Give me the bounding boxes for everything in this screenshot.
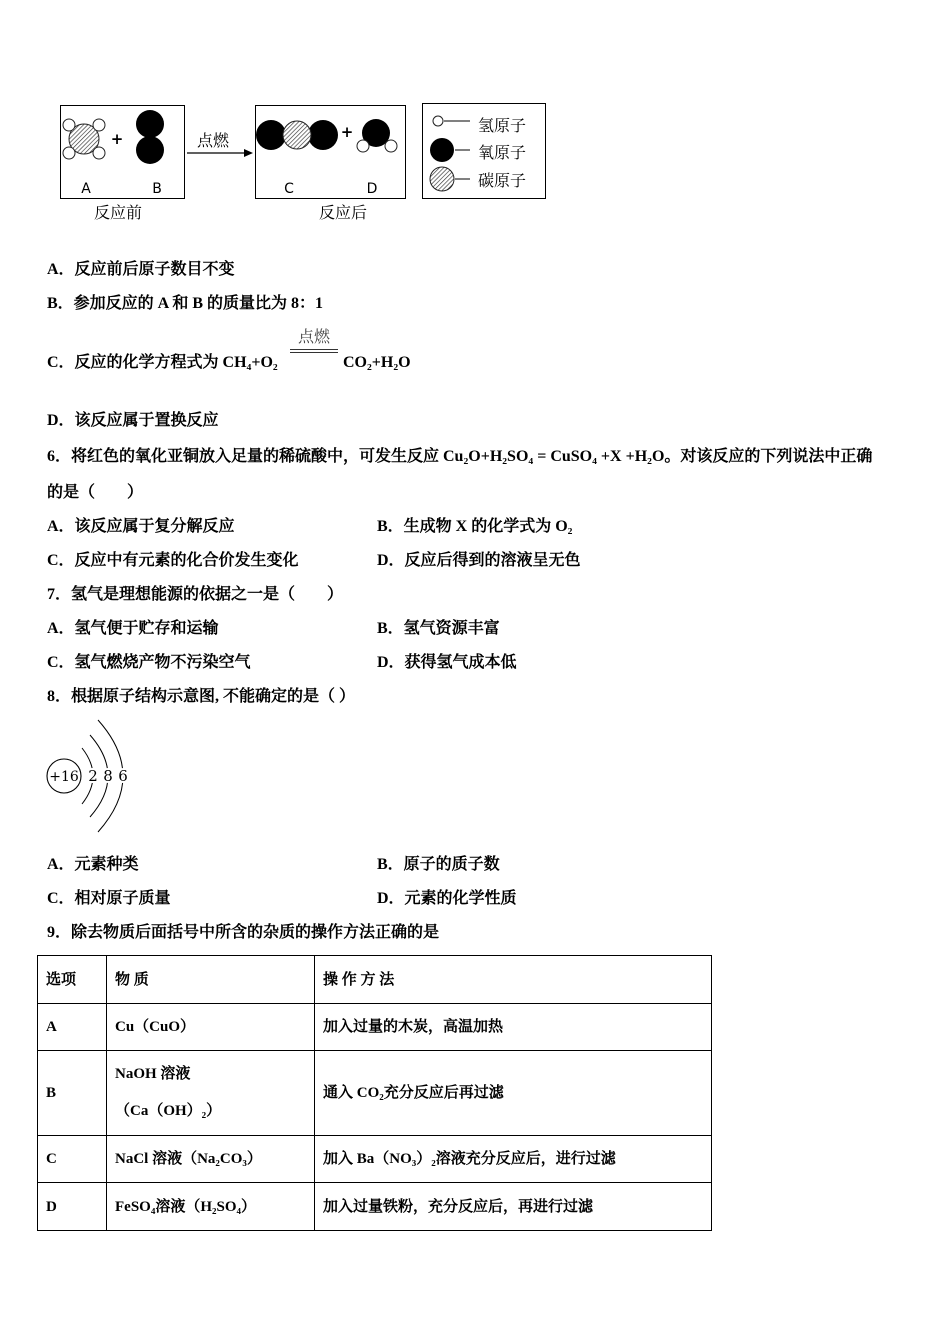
table-header-row xyxy=(38,956,712,1004)
table-row xyxy=(38,1004,712,1051)
row-option: B xyxy=(38,1051,107,1136)
row-option: C xyxy=(38,1136,107,1183)
hydrogen-atom xyxy=(385,140,397,152)
arrow-head xyxy=(244,149,253,157)
after-box-frame xyxy=(256,106,406,199)
q7-option-a: A．氢气便于贮存和运输 xyxy=(47,620,219,637)
q9-stem: 9．除去物质后面括号中所含的杂质的操作方法正确的是 xyxy=(47,924,440,941)
caption-after-reaction: 反应后 xyxy=(318,203,368,222)
legend-oxygen-label: 氧原子 xyxy=(478,143,527,162)
oxygen-legend-swatch xyxy=(430,138,454,162)
legend xyxy=(423,104,546,199)
table-row xyxy=(38,1136,712,1183)
q7-stem: 7．氢气是理想能源的依据之一是（ ） xyxy=(47,586,344,603)
oxygen-atom xyxy=(136,136,164,164)
label-d: D xyxy=(366,181,378,197)
row-substance-line: NaOH 溶液 xyxy=(115,1066,191,1082)
carbon-legend-swatch xyxy=(430,167,454,191)
q5-option-c-lhs: C．反应的化学方程式为 CH₄+O₂ xyxy=(47,354,278,371)
q5-option-b: B．参加反应的 A 和 B 的质量比为 8：1 xyxy=(47,295,324,312)
q7-option-d: D．获得氢气成本低 xyxy=(377,654,517,671)
q6-option-c: C．反应中有元素的化合价发生变化 xyxy=(47,552,299,569)
row-substance: NaCl 溶液（Na₂CO₃） xyxy=(107,1136,315,1183)
equals-line-top xyxy=(290,349,338,350)
q8-stem: 8．根据原子结构示意图, 不能确定的是（ ） xyxy=(47,688,356,705)
legend-hydrogen-label: 氢原子 xyxy=(478,116,527,135)
before-reaction-box xyxy=(61,106,185,199)
after-reaction-box xyxy=(256,106,406,199)
label-b: B xyxy=(152,181,162,197)
shell-2-electrons: 8 xyxy=(103,767,113,785)
oxygen-atom xyxy=(256,120,286,150)
row-method: 加入 Ba（NO₃）₂溶液充分反应后，进行过滤 xyxy=(315,1136,712,1183)
atomic-structure-diagram xyxy=(0,700,155,845)
shell-1-electrons: 2 xyxy=(88,767,98,785)
q6-option-a: A．该反应属于复分解反应 xyxy=(47,518,235,535)
hydrogen-atom xyxy=(93,119,105,131)
reaction-condition xyxy=(290,327,338,355)
hydrogen-atom xyxy=(63,119,75,131)
row-substance: Cu（CuO） xyxy=(107,1004,315,1051)
carbon-atom xyxy=(283,121,311,149)
caption-before-reaction: 反应前 xyxy=(93,203,143,222)
nucleus-charge: +16 xyxy=(49,769,79,785)
row-method: 通入 CO₂充分反应后再过滤 xyxy=(315,1051,712,1136)
row-substance: FeSO₄溶液（H₂SO₄） xyxy=(107,1183,315,1231)
row-method: 加入过量的木炭，高温加热 xyxy=(315,1004,712,1051)
carbon-dioxide-molecule xyxy=(256,120,338,150)
row-option: D xyxy=(38,1183,107,1231)
hydrogen-atom xyxy=(357,140,369,152)
q5-option-a: A．反应前后原子数目不变 xyxy=(47,261,235,278)
q7-option-b: B．氢气资源丰富 xyxy=(377,620,500,637)
reaction-arrow xyxy=(187,131,253,157)
purification-table xyxy=(37,955,712,1231)
table-row xyxy=(38,1051,712,1136)
oxygen-atom xyxy=(308,120,338,150)
plus-sign: + xyxy=(110,130,124,148)
q6-option-b: B．生成物 X 的化学式为 O₂ xyxy=(377,518,573,535)
row-substance-line: （Ca（OH）₂） xyxy=(115,1103,222,1119)
hydrogen-atom xyxy=(63,147,75,159)
reaction-diagram xyxy=(0,0,560,232)
methane-molecule xyxy=(63,119,105,159)
q8-option-c: C．相对原子质量 xyxy=(47,890,171,907)
q8-option-d: D．元素的化学性质 xyxy=(377,890,517,907)
q7-option-c: C．氢气燃烧产物不污染空气 xyxy=(47,654,251,671)
q8-option-b: B．原子的质子数 xyxy=(377,856,500,873)
table-row xyxy=(38,1183,712,1231)
row-substance xyxy=(107,1051,315,1136)
q8-option-a: A．元素种类 xyxy=(47,856,139,873)
q6-stem-line2: 的是（ ） xyxy=(47,484,144,501)
legend-carbon-label: 碳原子 xyxy=(478,171,527,190)
label-c: C xyxy=(284,181,294,197)
hydrogen-legend-swatch xyxy=(433,116,443,126)
header-option: 选项 xyxy=(38,956,107,1004)
plus-sign: + xyxy=(340,123,354,141)
shell-3-electrons: 6 xyxy=(118,767,128,785)
label-a: A xyxy=(81,181,91,197)
hydrogen-atom xyxy=(93,147,105,159)
oxygen-atom xyxy=(136,110,164,138)
arrow-condition: 点燃 xyxy=(196,131,230,150)
equals-line-bottom xyxy=(290,352,338,353)
q6-stem-line1: 6．将红色的氧化亚铜放入足量的稀硫酸中，可发生反应 Cu₂O+H₂SO₄ = CuSO₄ +X +H₂O。对该反应的下列说法中正确 xyxy=(47,448,873,465)
header-method: 操 作 方 法 xyxy=(315,956,712,1004)
q5-option-c-rhs: CO₂+H₂O xyxy=(343,354,411,371)
header-substance: 物 质 xyxy=(107,956,315,1004)
q5-option-d: D．该反应属于置换反应 xyxy=(47,412,219,429)
q6-option-d: D．反应后得到的溶液呈无色 xyxy=(377,552,581,569)
row-option: A xyxy=(38,1004,107,1051)
reaction-condition-text: 点燃 xyxy=(297,327,330,346)
row-method: 加入过量铁粉，充分反应后，再进行过滤 xyxy=(315,1183,712,1231)
